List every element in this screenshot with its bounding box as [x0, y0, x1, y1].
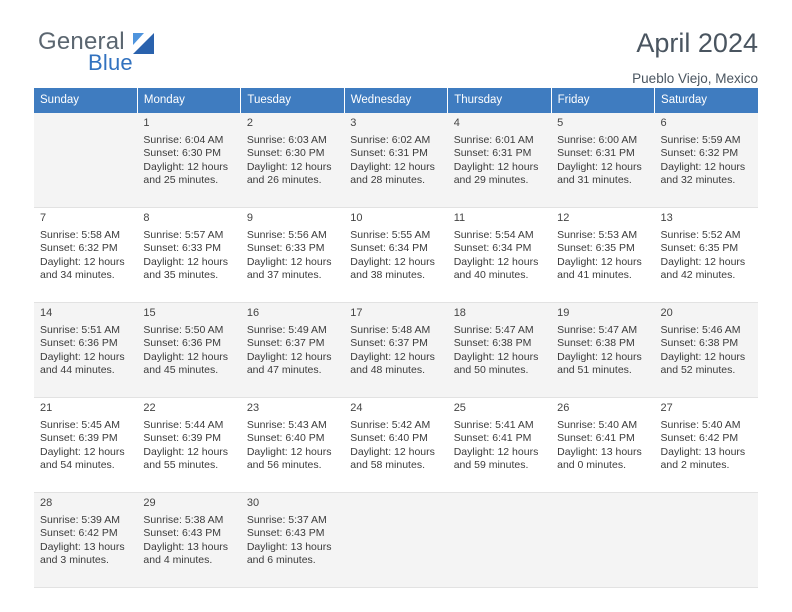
day-detail-line: Daylight: 12 hours [660, 255, 746, 268]
calendar-day-cell[interactable] [551, 208, 654, 303]
day-detail-line: and 56 minutes. [246, 459, 322, 472]
day-details [350, 324, 441, 378]
day-detail-line: Sunset: 6:39 PM [143, 432, 222, 445]
calendar-day-cell[interactable] [551, 113, 654, 208]
day-detail-line: and 50 minutes. [453, 364, 529, 377]
calendar-empty-cell [655, 493, 758, 588]
calendar-day-cell[interactable] [551, 303, 654, 398]
calendar-day-cell[interactable] [241, 398, 344, 493]
day-detail-line: Sunrise: 6:03 AM [246, 133, 327, 146]
day-detail-line: and 59 minutes. [453, 459, 529, 472]
calendar-table [34, 88, 758, 588]
day-number: 23 [246, 402, 260, 414]
day-details [454, 324, 545, 378]
calendar-day-cell[interactable] [241, 303, 344, 398]
day-detail-line: Daylight: 12 hours [557, 255, 642, 268]
calendar-day-cell[interactable] [551, 398, 654, 493]
calendar-day-cell[interactable] [655, 303, 758, 398]
day-details [40, 324, 131, 378]
day-detail-line: Sunrise: 5:44 AM [143, 418, 224, 431]
day-number: 12 [557, 212, 570, 224]
day-number: 6 [660, 117, 667, 129]
day-detail-line: and 38 minutes. [350, 269, 425, 282]
day-detail-line: Sunset: 6:33 PM [143, 242, 222, 255]
day-detail-line: and 29 minutes. [453, 174, 529, 187]
day-detail-line: Daylight: 12 hours [40, 255, 125, 268]
day-number: 5 [557, 117, 564, 129]
day-detail-line: Sunset: 6:40 PM [246, 432, 325, 445]
day-detail-line: Sunrise: 5:43 AM [246, 418, 327, 431]
day-detail-line: and 54 minutes. [40, 459, 115, 472]
weekday-header-friday: Friday [551, 88, 654, 113]
day-detail-line: and 52 minutes. [660, 364, 736, 377]
day-detail-line: Daylight: 12 hours [453, 255, 539, 268]
day-detail-line: and 47 minutes. [246, 364, 322, 377]
day-detail-line: Sunset: 6:30 PM [143, 147, 222, 160]
day-detail-line: Sunset: 6:43 PM [246, 527, 325, 540]
day-detail-line: and 34 minutes. [40, 269, 115, 282]
day-details [247, 514, 338, 568]
day-detail-line: Sunset: 6:41 PM [453, 432, 532, 445]
calendar-day-cell[interactable] [241, 208, 344, 303]
calendar-day-cell[interactable] [655, 398, 758, 493]
calendar-day-cell[interactable] [34, 303, 137, 398]
day-detail-line: Daylight: 12 hours [246, 350, 332, 363]
day-detail-line: Sunset: 6:41 PM [557, 432, 635, 445]
day-number: 14 [40, 307, 53, 319]
day-detail-line: and 2 minutes. [660, 459, 730, 472]
day-detail-line: and 58 minutes. [350, 459, 425, 472]
day-detail-line: and 48 minutes. [350, 364, 425, 377]
day-number: 17 [350, 307, 363, 319]
day-number: 3 [350, 117, 357, 129]
day-detail-line: Sunrise: 5:46 AM [660, 323, 741, 336]
day-details [40, 419, 131, 473]
day-detail-line: Daylight: 12 hours [557, 160, 642, 173]
day-detail-line: Daylight: 12 hours [143, 255, 229, 268]
day-number: 16 [246, 307, 260, 319]
day-details [247, 134, 338, 188]
day-detail-line: and 3 minutes. [40, 554, 109, 567]
day-detail-line: Daylight: 12 hours [453, 350, 539, 363]
day-number: 26 [557, 402, 570, 414]
day-detail-line: Sunset: 6:38 PM [453, 337, 532, 350]
day-detail-line: Daylight: 12 hours [350, 445, 435, 458]
day-detail-line: Sunset: 6:38 PM [660, 337, 739, 350]
day-detail-line: Daylight: 12 hours [246, 445, 332, 458]
calendar-day-cell[interactable] [34, 398, 137, 493]
day-detail-line: Sunrise: 6:01 AM [453, 133, 534, 146]
day-detail-line: and 31 minutes. [557, 174, 632, 187]
day-details [454, 229, 545, 283]
calendar-day-cell[interactable] [241, 113, 344, 208]
calendar-week-row [34, 303, 758, 398]
day-detail-line: Sunset: 6:37 PM [350, 337, 428, 350]
calendar-week-row [34, 113, 758, 208]
day-detail-line: Daylight: 13 hours [143, 540, 229, 553]
day-detail-line: Sunset: 6:42 PM [40, 527, 118, 540]
calendar-day-cell[interactable] [344, 113, 447, 208]
day-number: 19 [557, 307, 570, 319]
day-detail-line: Sunset: 6:40 PM [350, 432, 428, 445]
day-detail-line: and 35 minutes. [143, 269, 219, 282]
day-detail-line: Sunrise: 5:41 AM [453, 418, 534, 431]
day-detail-line: Sunset: 6:35 PM [660, 242, 739, 255]
day-details [350, 134, 441, 188]
day-details [143, 419, 234, 473]
day-detail-line: Sunrise: 5:54 AM [453, 228, 534, 241]
day-details [247, 419, 338, 473]
calendar-empty-cell [551, 493, 654, 588]
day-number: 4 [453, 117, 460, 129]
day-detail-line: Daylight: 13 hours [246, 540, 332, 553]
day-detail-line: Daylight: 12 hours [660, 160, 746, 173]
day-detail-line: Daylight: 12 hours [453, 160, 539, 173]
day-number: 15 [143, 307, 156, 319]
logo-text-blue: Blue [88, 50, 133, 75]
calendar-day-cell[interactable] [448, 303, 551, 398]
day-detail-line: Sunrise: 6:04 AM [143, 133, 224, 146]
day-number: 29 [143, 497, 156, 509]
day-detail-line: Sunrise: 5:42 AM [350, 418, 431, 431]
weekday-header-wednesday: Wednesday [344, 88, 447, 113]
day-detail-line: and 44 minutes. [40, 364, 115, 377]
day-details [661, 324, 752, 378]
day-detail-line: Daylight: 13 hours [40, 540, 125, 553]
day-detail-line: Sunrise: 5:49 AM [246, 323, 327, 336]
logo [34, 28, 234, 80]
day-detail-line: and 26 minutes. [246, 174, 322, 187]
day-detail-line: Daylight: 13 hours [557, 445, 642, 458]
day-detail-line: Sunrise: 5:56 AM [246, 228, 327, 241]
day-details [557, 419, 648, 473]
day-detail-line: Sunset: 6:30 PM [246, 147, 325, 160]
calendar-day-cell[interactable] [655, 113, 758, 208]
logo-text-general: General [38, 28, 125, 55]
day-number: 21 [40, 402, 53, 414]
day-number: 30 [246, 497, 260, 509]
calendar-day-cell[interactable] [344, 398, 447, 493]
calendar-day-cell[interactable] [137, 208, 240, 303]
day-detail-line: Sunset: 6:32 PM [40, 242, 118, 255]
day-detail-line: Sunset: 6:36 PM [40, 337, 118, 350]
day-detail-line: and 6 minutes. [246, 554, 316, 567]
day-details [143, 229, 234, 283]
page-header [34, 0, 758, 86]
day-details [350, 229, 441, 283]
day-detail-line: Daylight: 12 hours [350, 350, 435, 363]
day-detail-line: Daylight: 12 hours [246, 255, 332, 268]
day-detail-line: Sunrise: 5:47 AM [453, 323, 534, 336]
day-detail-line: Sunrise: 6:00 AM [557, 133, 638, 146]
calendar-day-cell[interactable] [241, 493, 344, 588]
calendar-week-row [34, 398, 758, 493]
day-detail-line: and 28 minutes. [350, 174, 425, 187]
day-details [557, 134, 648, 188]
calendar-body [34, 113, 758, 588]
calendar-header-row [34, 88, 758, 113]
day-details [557, 229, 648, 283]
page-subtitle: Pueblo Viejo, Mexico [632, 71, 758, 86]
day-detail-line: Sunset: 6:38 PM [557, 337, 635, 350]
day-detail-line: Daylight: 12 hours [143, 445, 229, 458]
weekday-header-saturday: Saturday [655, 88, 758, 113]
day-number: 11 [453, 212, 466, 224]
day-detail-line: Sunrise: 5:57 AM [143, 228, 224, 241]
day-detail-line: Daylight: 12 hours [143, 160, 229, 173]
day-detail-line: Sunset: 6:33 PM [246, 242, 325, 255]
day-detail-line: Daylight: 12 hours [453, 445, 539, 458]
day-number: 7 [40, 212, 47, 224]
calendar-empty-cell [448, 493, 551, 588]
day-details [661, 229, 752, 283]
day-number: 10 [350, 212, 363, 224]
weekday-header-thursday: Thursday [448, 88, 551, 113]
day-detail-line: Sunrise: 5:53 AM [557, 228, 638, 241]
day-detail-line: Sunset: 6:31 PM [350, 147, 428, 160]
page-title: April 2024 [636, 28, 758, 58]
day-number: 9 [246, 212, 253, 224]
day-detail-line: and 55 minutes. [143, 459, 219, 472]
day-detail-line: Sunrise: 5:50 AM [143, 323, 224, 336]
day-detail-line: Daylight: 12 hours [40, 445, 125, 458]
day-detail-line: Sunrise: 5:40 AM [557, 418, 638, 431]
day-detail-line: Sunset: 6:35 PM [557, 242, 635, 255]
day-number: 13 [660, 212, 673, 224]
calendar-week-row [34, 208, 758, 303]
day-details [247, 229, 338, 283]
day-detail-line: Sunrise: 5:51 AM [40, 323, 120, 336]
day-detail-line: and 4 minutes. [143, 554, 213, 567]
calendar-day-cell[interactable] [137, 113, 240, 208]
calendar-day-cell[interactable] [137, 303, 240, 398]
day-number: 1 [143, 117, 150, 129]
day-detail-line: Daylight: 12 hours [350, 160, 435, 173]
day-detail-line: Sunrise: 5:59 AM [660, 133, 741, 146]
day-detail-line: Sunrise: 6:02 AM [350, 133, 431, 146]
calendar-week-row [34, 493, 758, 588]
calendar-day-cell[interactable] [344, 303, 447, 398]
calendar-empty-cell [344, 493, 447, 588]
day-details [661, 134, 752, 188]
day-details [143, 514, 234, 568]
day-detail-line: and 45 minutes. [143, 364, 219, 377]
weekday-header-tuesday: Tuesday [241, 88, 344, 113]
day-number: 27 [660, 402, 673, 414]
day-number: 2 [246, 117, 253, 129]
title-block [632, 28, 758, 86]
day-details [40, 229, 131, 283]
calendar-day-cell[interactable] [448, 398, 551, 493]
day-number: 25 [453, 402, 466, 414]
day-detail-line: Sunset: 6:43 PM [143, 527, 222, 540]
day-detail-line: Daylight: 12 hours [143, 350, 229, 363]
day-number: 8 [143, 212, 150, 224]
day-detail-line: Sunset: 6:36 PM [143, 337, 222, 350]
calendar-day-cell[interactable] [448, 208, 551, 303]
day-detail-line: Sunrise: 5:48 AM [350, 323, 431, 336]
day-number: 20 [660, 307, 673, 319]
day-detail-line: and 0 minutes. [557, 459, 626, 472]
calendar-day-cell[interactable] [137, 493, 240, 588]
day-number: 24 [350, 402, 363, 414]
day-detail-line: and 42 minutes. [660, 269, 736, 282]
day-detail-line: and 41 minutes. [557, 269, 632, 282]
calendar-day-cell[interactable] [34, 493, 137, 588]
day-details [661, 419, 752, 473]
day-detail-line: Daylight: 12 hours [557, 350, 642, 363]
day-detail-line: Sunrise: 5:38 AM [143, 513, 224, 526]
day-detail-line: Sunrise: 5:39 AM [40, 513, 120, 526]
day-details [247, 324, 338, 378]
day-detail-line: Daylight: 13 hours [660, 445, 746, 458]
day-details [143, 134, 234, 188]
day-detail-line: Sunset: 6:37 PM [246, 337, 325, 350]
day-detail-line: Sunset: 6:32 PM [660, 147, 739, 160]
day-detail-line: Sunset: 6:34 PM [453, 242, 532, 255]
calendar-day-cell[interactable] [34, 208, 137, 303]
calendar-empty-cell [34, 113, 137, 208]
day-details [454, 419, 545, 473]
day-detail-line: and 40 minutes. [453, 269, 529, 282]
day-number: 28 [40, 497, 53, 509]
calendar-day-cell[interactable] [448, 113, 551, 208]
day-details [454, 134, 545, 188]
day-detail-line: and 25 minutes. [143, 174, 219, 187]
calendar-day-cell[interactable] [137, 398, 240, 493]
day-detail-line: Sunset: 6:42 PM [660, 432, 739, 445]
day-detail-line: Daylight: 12 hours [40, 350, 125, 363]
day-detail-line: Daylight: 12 hours [246, 160, 332, 173]
day-detail-line: and 37 minutes. [246, 269, 322, 282]
day-detail-line: and 51 minutes. [557, 364, 632, 377]
day-details [557, 324, 648, 378]
day-detail-line: Sunrise: 5:47 AM [557, 323, 638, 336]
day-detail-line: Sunset: 6:31 PM [557, 147, 635, 160]
day-detail-line: Daylight: 12 hours [660, 350, 746, 363]
day-number: 22 [143, 402, 156, 414]
weekday-header-sunday: Sunday [34, 88, 137, 113]
day-detail-line: Sunrise: 5:40 AM [660, 418, 741, 431]
day-detail-line: Daylight: 12 hours [350, 255, 435, 268]
day-detail-line: Sunrise: 5:52 AM [660, 228, 741, 241]
day-detail-line: Sunset: 6:39 PM [40, 432, 118, 445]
day-detail-line: Sunrise: 5:37 AM [246, 513, 327, 526]
day-detail-line: Sunrise: 5:58 AM [40, 228, 120, 241]
calendar-day-cell[interactable] [655, 208, 758, 303]
day-detail-line: Sunset: 6:34 PM [350, 242, 428, 255]
day-details [40, 514, 131, 568]
day-detail-line: Sunrise: 5:55 AM [350, 228, 431, 241]
day-detail-line: Sunrise: 5:45 AM [40, 418, 120, 431]
day-details [350, 419, 441, 473]
weekday-header-monday: Monday [137, 88, 240, 113]
triangle-logo-accent-icon [133, 33, 144, 45]
calendar-day-cell[interactable] [344, 208, 447, 303]
day-detail-line: Sunset: 6:31 PM [453, 147, 532, 160]
day-detail-line: and 32 minutes. [660, 174, 736, 187]
day-number: 18 [453, 307, 466, 319]
day-details [143, 324, 234, 378]
